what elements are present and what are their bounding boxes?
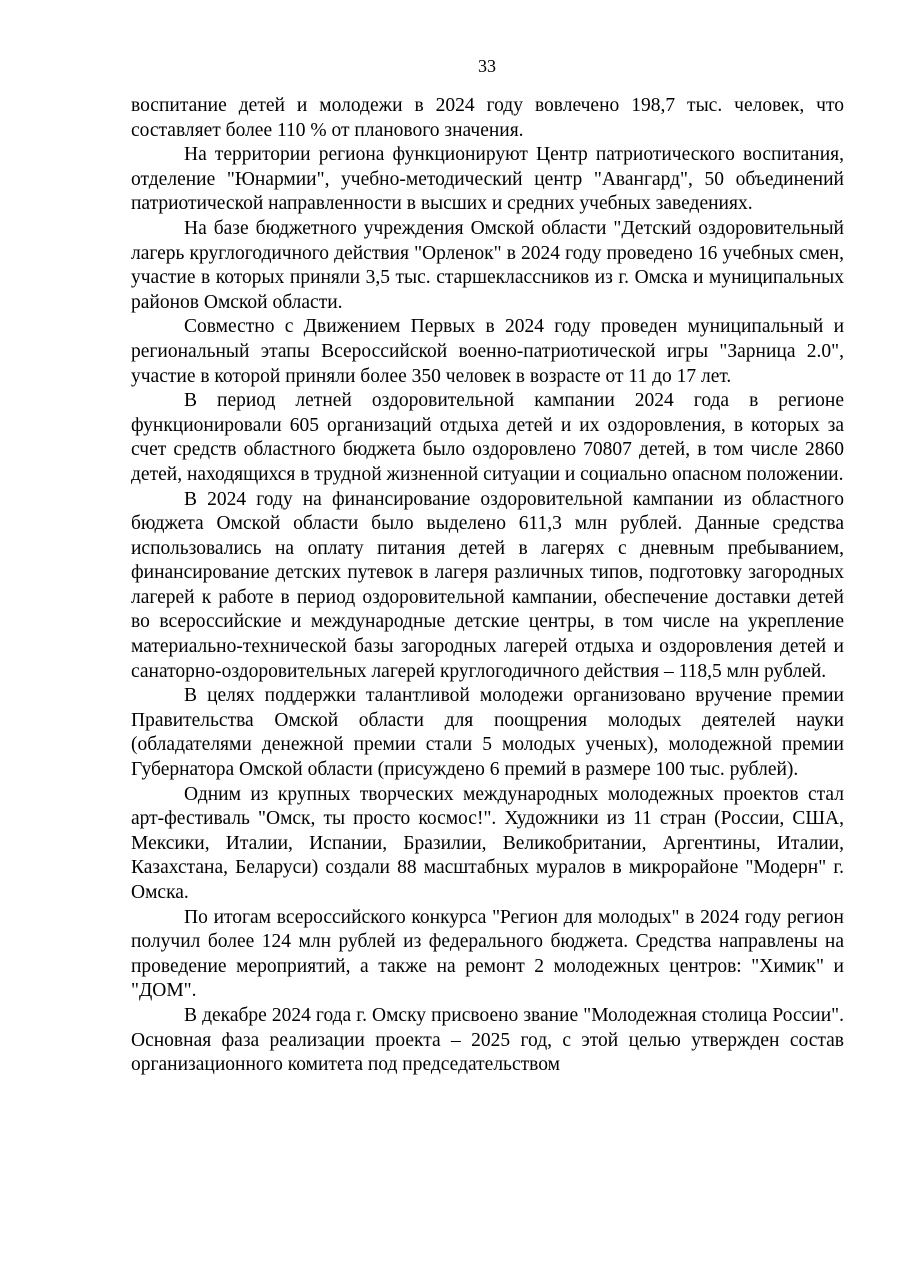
document-body [131, 94, 844, 1078]
paragraph-region-contest: По итогам всероссийского конкурса "Регион для молодых" в 2024 году регион получил более 124 млн рублей из федерального бюджета. Средства направлены на проведение мероприятий, а также на ремонт 2 молодежных центров: "Химик" и "ДОМ". [131, 906, 844, 1002]
paragraph-orlenok-camp: На базе бюджетного учреждения Омской области "Детский оздоровительный лагерь круглогодичного действия "Орленок" в 2024 году проведено 16 учебных смен, участие в которых приняли 3,5 тыс. старшеклассников из г. Омска и муниципальных районов Омской области. [131, 217, 844, 313]
paragraph-youth-awards: В целях поддержки талантливой молодежи организовано вручение премии Правительства Омской области для поощрения молодых деятелей науки (обладателями денежной премии стали 5 молодых ученых), молодежной премии Губернатора Омской области (присуждено 6 премий в размере 100 тыс. рублей). [131, 685, 844, 781]
paragraph-continuation: воспитание детей и молодежи в 2024 году вовлечено 198,7 тыс. человек, что составляет более 110 % от планового значения. [131, 95, 844, 141]
paragraph-summer-campaign: В период летней оздоровительной кампании 2024 года в регионе функционировали 605 организаций отдыха детей и их оздоровления, в которых за счет средств областного бюджета было оздоровлено 70807 детей, в том числе 2860 детей, находящихся в трудной жизненной ситуации и социально опасном положении. [131, 390, 844, 485]
paragraph-zarnitsa-game: Совместно с Движением Первых в 2024 году проведен муниципальный и региональный этапы Всероссийской военно-патриотической игры "Зарница 2.0", участие в которой приняли более 350 человек в возрасте от 11 до 17 лет. [131, 316, 844, 387]
paragraph-patriotic-centers: На территории региона функционируют Центр патриотического воспитания, отделение "Юнармии", учебно-методический центр "Авангард", 50 объединений патриотической направленности в высших и средних учебных заведениях. [131, 144, 844, 215]
paragraph-campaign-financing: В 2024 году на финансирование оздоровительной кампании из областного бюджета Омской области было выделено 611,3 млн рублей. Данные средства использовались на оплату питания детей в лагерях с дневным пребыванием, финансирование детских путевок в лагеря различных типов, подготовку загородных лагерей к работе в период оздоровительной кампании, обеспечение доставки детей во всероссийские и международные детские центры, в том числе на укрепление материально-технической базы загородных лагерей отдыха и оздоровления детей и санаторно-оздоровительных лагерей круглогодичного действия – 118,5 млн рублей. [131, 488, 844, 682]
paragraph-youth-capital: В декабре 2024 года г. Омску присвоено звание "Молодежная столица России". Основная фаза реализации проекта – 2025 год, с этой целью утвержден состав организационного комитета под председательством [131, 1004, 844, 1076]
paragraph-art-festival: Одним из крупных творческих международных молодежных проектов стал арт-фестиваль "Омск, ты просто космос!". Художники из 11 стран (России, США, Мексики, Италии, Испании, Бразилии, Великобритании, Аргентины, Италии, Казахстана, Беларуси) создали 88 масштабных муралов в микрорайоне "Модерн" г. Омска. [131, 783, 844, 903]
page-number: 33 [478, 56, 496, 76]
